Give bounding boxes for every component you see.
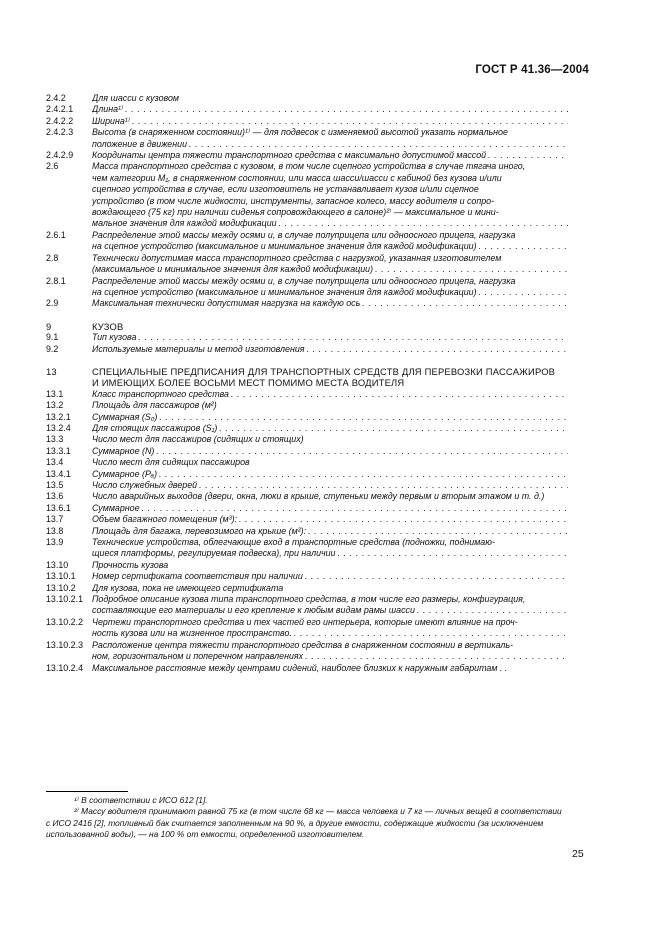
clause-number: 2.4.2: [46, 93, 66, 103]
spec-row: [46, 560, 568, 571]
spec-row: [46, 480, 568, 491]
clause-number: 13.1: [46, 388, 64, 399]
leader-dots: [159, 412, 568, 423]
clause-number: 13.7: [46, 514, 64, 525]
clause-number: 13.3.1: [46, 445, 71, 456]
text-line: на сцепное устройство (максимальное и минимальное значения для каждой модификации): [92, 241, 477, 252]
clause-text: [92, 332, 568, 343]
text-line: Площадь для пассажиров (м²): [92, 400, 217, 411]
spec-row: [46, 412, 568, 423]
text-line: Число мест для сидящих пассажиров: [92, 457, 250, 468]
leader-line: [92, 628, 568, 639]
clause-text: [92, 480, 568, 491]
clause-number: 2.4.2.9: [46, 150, 74, 161]
clause-number: 13.10.2.1: [46, 594, 84, 605]
clause-text: [92, 491, 568, 502]
clause-text: [92, 423, 568, 434]
leader-dots: [142, 503, 568, 514]
spec-row: [46, 276, 568, 299]
spec-row: [46, 526, 568, 537]
leader-line: [92, 332, 568, 343]
text-line: составляющие его материалы и его крепление к любым видам рамы шасси: [92, 605, 415, 616]
text-line: Для стоящих пассажиров (S₁): [92, 422, 218, 433]
leader-dots: [307, 344, 568, 355]
text-line: Тип кузова: [92, 332, 137, 343]
text-line: Координаты центра тяжести транспортного средства с максимально допустимой массой: [92, 150, 487, 161]
spec-row: [46, 446, 568, 457]
leader-line: [92, 218, 568, 229]
leader-line: [92, 264, 568, 275]
leader-dots: [125, 104, 568, 115]
text-line: Суммарное (Pₐ): [92, 468, 158, 479]
text-line: Длина¹⁾: [92, 104, 124, 115]
text-line: ном, горизонтальном и поперечном направлениях: [92, 651, 304, 662]
spec-row: [46, 400, 568, 411]
clause-number: 9.2: [46, 343, 59, 354]
clause-text: [92, 104, 568, 115]
clause-text: [92, 150, 568, 161]
spec-row: [46, 230, 568, 253]
clause-text: [92, 253, 568, 276]
spec-row: [46, 594, 568, 617]
leader-dots: [189, 139, 568, 150]
leader-dots: [231, 389, 568, 400]
text-line: Распределение этой массы между осями и, в случае полуприцепа или одноосного прицепа, нагрузка: [92, 275, 516, 286]
text-line: Ширина¹⁾: [92, 115, 130, 126]
leader-line: [92, 104, 568, 115]
leader-dots: [479, 287, 568, 298]
leader-dots: [159, 469, 568, 480]
text-line: Технические устройства, облегчающие вход в транспортные средства (подножки, поднимаю-: [92, 537, 495, 548]
clause-text: [92, 617, 568, 640]
clause-text: [92, 469, 568, 480]
text-line: Номер сертификата соответствия при наличии: [92, 571, 303, 582]
spec-row: [46, 116, 568, 127]
text-line: Максимальное расстояние между центрами сидений, наиболее близких к наружным габаритам . .: [92, 662, 508, 673]
spec-row: [46, 104, 568, 115]
leader-line: [92, 480, 568, 491]
clause-text: [92, 116, 568, 127]
leader-dots: [199, 480, 568, 491]
clause-number: 2.8.1: [46, 275, 66, 286]
leader-line: [92, 651, 568, 662]
spec-row: [46, 640, 568, 663]
clause-number: 13.6: [46, 491, 64, 502]
leader-dots: [417, 605, 568, 616]
spec-row: [46, 253, 568, 276]
text-line: Суммарное (N): [92, 445, 155, 456]
clause-number: 2.4.2.3: [46, 127, 74, 138]
standard-header: ГОСТ Р 41.36—2004: [475, 64, 589, 76]
spec-row: [46, 537, 568, 560]
clause-number: 13.9: [46, 537, 64, 548]
clause-text: [92, 366, 568, 389]
spec-row: [46, 93, 568, 104]
leader-line: [92, 116, 568, 127]
leader-line: [92, 526, 568, 537]
leader-line: [92, 150, 568, 161]
clause-text: [92, 446, 568, 457]
spec-row: [46, 503, 568, 514]
clause-number: 2.6: [46, 161, 59, 172]
leader-dots: [132, 116, 568, 127]
clause-text: [92, 571, 568, 582]
spec-row: [46, 514, 568, 525]
section-gap: [46, 355, 568, 366]
text-line: щиеся платформы, регулируемая подвеска), при наличии: [92, 548, 336, 559]
clause-text: [92, 560, 568, 571]
spec-row: [46, 423, 568, 434]
spec-row: [46, 161, 568, 229]
clause-number: 13.8: [46, 525, 64, 536]
spec-row: [46, 298, 568, 309]
leader-line: [92, 287, 568, 298]
leader-dots: [305, 651, 568, 662]
clause-number: 13.4: [46, 457, 64, 468]
leader-dots: [279, 218, 568, 229]
footnote-separator: [46, 791, 128, 792]
text-line: положение в движении: [92, 138, 188, 149]
text-line: Чертежи транспортного средства и тех частей его интерьера, которые имеют влияние на проч-: [92, 616, 518, 627]
clause-text: [92, 434, 568, 445]
spec-row: [46, 127, 568, 150]
footnotes: [46, 795, 568, 841]
text-line: Суммарное: [92, 502, 140, 513]
text-line: Расположение центра тяжести транспортного средства в снаряженном состоянии в вертикаль-: [92, 639, 514, 650]
section-gap: [46, 310, 568, 321]
leader-dots: [219, 423, 568, 434]
clause-number: 13.2.1: [46, 411, 71, 422]
footnote-1: ¹⁾ В соответствии с ИСО 612 [1].: [74, 795, 208, 805]
text-line: Класс транспортного средства: [92, 388, 229, 399]
clause-number: 13.10.2: [46, 582, 76, 593]
leader-dots: [488, 150, 568, 161]
text-line: Для шасси с кузовом: [92, 93, 179, 103]
text-line: Площадь для багажа, перевозимого на крыше (м²):: [92, 525, 307, 536]
spec-row: [46, 150, 568, 161]
leader-line: [92, 241, 568, 252]
spec-row: [46, 321, 568, 332]
leader-line: [92, 503, 568, 514]
document-body: [46, 93, 568, 674]
text-line: КУЗОВ: [92, 320, 124, 332]
clause-number: 2.9: [46, 298, 59, 309]
leader-line: [92, 344, 568, 355]
clause-number: 13: [46, 365, 57, 377]
clause-number: 13.10.2.4: [46, 662, 84, 673]
text-line: Число служебных дверей: [92, 480, 198, 490]
clause-number: 9.1: [46, 332, 59, 343]
clause-number: 13.6.1: [46, 502, 71, 513]
spec-row: [46, 491, 568, 502]
footnote-2: ²⁾ Массу водителя принимают равной 75 кг (в том числе 68 кг — масса человека и 7 кг — личных вещей в соответствии с ИСО 2416 [2], топливный бак считается заполненным на 90 %, а другие емкости, содержащие жидкости (за исключением использованной воды), — на 100 % от емкости, определенной изготовителем.: [46, 806, 562, 840]
clause-text: [92, 161, 568, 229]
clause-text: [92, 526, 568, 537]
spec-row: [46, 434, 568, 445]
text-line: мальное значения для каждой модификации: [92, 218, 277, 229]
clause-text: [92, 400, 568, 411]
leader-dots: [239, 514, 568, 525]
leader-line: [92, 605, 568, 616]
leader-line: [92, 469, 568, 480]
text-line: Суммарная (S₀): [92, 411, 158, 422]
leader-dots: [479, 241, 568, 252]
clause-number: 9: [46, 320, 52, 332]
leader-line: [92, 423, 568, 434]
text-line: чем категории M₁, в снаряженном состоянии, или масса шасси/шасси с кабиной без кузова и/или: [92, 172, 502, 183]
clause-text: [92, 583, 568, 594]
text-line: устройство (в том числе жидкости, инструменты, запасное колесо, массу водителя и сопро-: [92, 195, 495, 206]
leader-line: [92, 298, 568, 309]
clause-text: [92, 389, 568, 400]
spec-row: [46, 332, 568, 343]
spec-row: [46, 366, 568, 389]
text-line: Максимальная технически допустимая нагрузка на каждую ось: [92, 298, 361, 309]
leader-dots: [362, 298, 568, 309]
clause-text: [92, 514, 568, 525]
text-line: Масса транспортного средства с кузовом, в том числе сцепного устройства в случае тягача иного,: [92, 161, 526, 172]
spec-row: [46, 469, 568, 480]
leader-dots: [308, 526, 568, 537]
leader-dots: [138, 332, 568, 343]
clause-text: [92, 537, 568, 560]
leader-line: [92, 412, 568, 423]
clause-text: [92, 640, 568, 663]
clause-text: [92, 298, 568, 309]
clause-text: [92, 321, 568, 332]
leader-line: [92, 139, 568, 150]
text-line: на сцепное устройство (максимальное и минимальное значения для каждой модификации): [92, 286, 477, 297]
leader-dots: [305, 571, 568, 582]
spec-row: [46, 457, 568, 468]
text-line: Распределение этой массы между осями и, в случае полуприцепа или одноосного прицепа, нагрузка: [92, 229, 516, 240]
clause-text: [92, 663, 568, 674]
clause-text: [92, 276, 568, 299]
clause-text: [92, 230, 568, 253]
text-line: Объем багажного помещения (м³):: [92, 514, 238, 525]
clause-number: 13.10.2.3: [46, 639, 84, 650]
clause-number: 13.10.1: [46, 571, 76, 582]
clause-number: 13.2: [46, 400, 64, 411]
leader-line: [92, 514, 568, 525]
page-number: 25: [572, 848, 584, 860]
spec-row: [46, 571, 568, 582]
clause-text: [92, 344, 568, 355]
leader-dots: [338, 548, 569, 559]
clause-text: [92, 503, 568, 514]
spec-row: [46, 663, 568, 674]
clause-text: [92, 93, 568, 104]
clause-text: [92, 127, 568, 150]
leader-line: [92, 389, 568, 400]
clause-number: 2.8: [46, 252, 59, 263]
text-line: Прочность кузова: [92, 559, 169, 570]
text-line: Высота (в снаряженном состоянии)¹⁾ — для подвесок с изменяемой высотой указать нормальное: [92, 127, 508, 138]
clause-number: 13.4.1: [46, 468, 71, 479]
text-line: вождающего (75 кг) при наличии сиденья сопровождающего в салоне)²⁾ — максимальное и мини-: [92, 207, 499, 218]
clause-text: [92, 457, 568, 468]
clause-text: [92, 594, 568, 617]
clause-number: 13.5: [46, 480, 64, 490]
leader-dots: [375, 264, 568, 275]
clause-number: 13.10: [46, 559, 69, 570]
text-line: Число мест для пассажиров (сидящих и стоящих): [92, 434, 304, 445]
leader-dots: [294, 628, 568, 639]
text-line: Число аварийных выходов (двери, окна, люки в крыше, ступеньки между первым и вторым этажом и т. д.): [92, 491, 545, 502]
clause-number: 13.2.4: [46, 422, 71, 433]
text-line: сцепного устройства в случае, если изготовитель не устанавливает кузов и/или сцепное: [92, 184, 479, 195]
leader-line: [92, 446, 568, 457]
clause-number: 2.6.1: [46, 229, 66, 240]
spec-row: [46, 583, 568, 594]
clause-number: 2.4.2.2: [46, 115, 74, 126]
text-line: Для кузова, пока не имеющего сертификата: [92, 582, 284, 593]
clause-text: [92, 412, 568, 423]
clause-number: 2.4.2.1: [46, 104, 74, 115]
leader-dots: [156, 446, 568, 457]
leader-line: [92, 548, 568, 559]
text-line: ность кузова или на жизненное пространство.: [92, 628, 292, 639]
spec-row: [46, 617, 568, 640]
text-line: Используемые материалы и метод изготовления: [92, 343, 305, 354]
spec-row: [46, 389, 568, 400]
leader-line: [92, 571, 568, 582]
text-line: СПЕЦИАЛЬНЫЕ ПРЕДПИСАНИЯ ДЛЯ ТРАНСПОРТНЫХ СРЕДСТВ ДЛЯ ПЕРЕВОЗКИ ПАССАЖИРОВ: [92, 365, 556, 377]
text-line: Технически допустимая масса транспортного средства с нагрузкой, указанная изготовителем: [92, 252, 502, 263]
text-line: И ИМЕЮЩИХ БОЛЕЕ ВОСЬМИ МЕСТ ПОМИМО МЕСТА ВОДИТЕЛЯ: [92, 377, 405, 389]
clause-number: 13.3: [46, 434, 64, 445]
text-line: (максимальное и минимальное значения для каждой модификации): [92, 264, 374, 275]
clause-number: 13.10.2.2: [46, 616, 84, 627]
text-line: Подробное описание кузова типа транспортного средства, в том числе его размеры, конфигурация,: [92, 594, 526, 605]
spec-row: [46, 344, 568, 355]
